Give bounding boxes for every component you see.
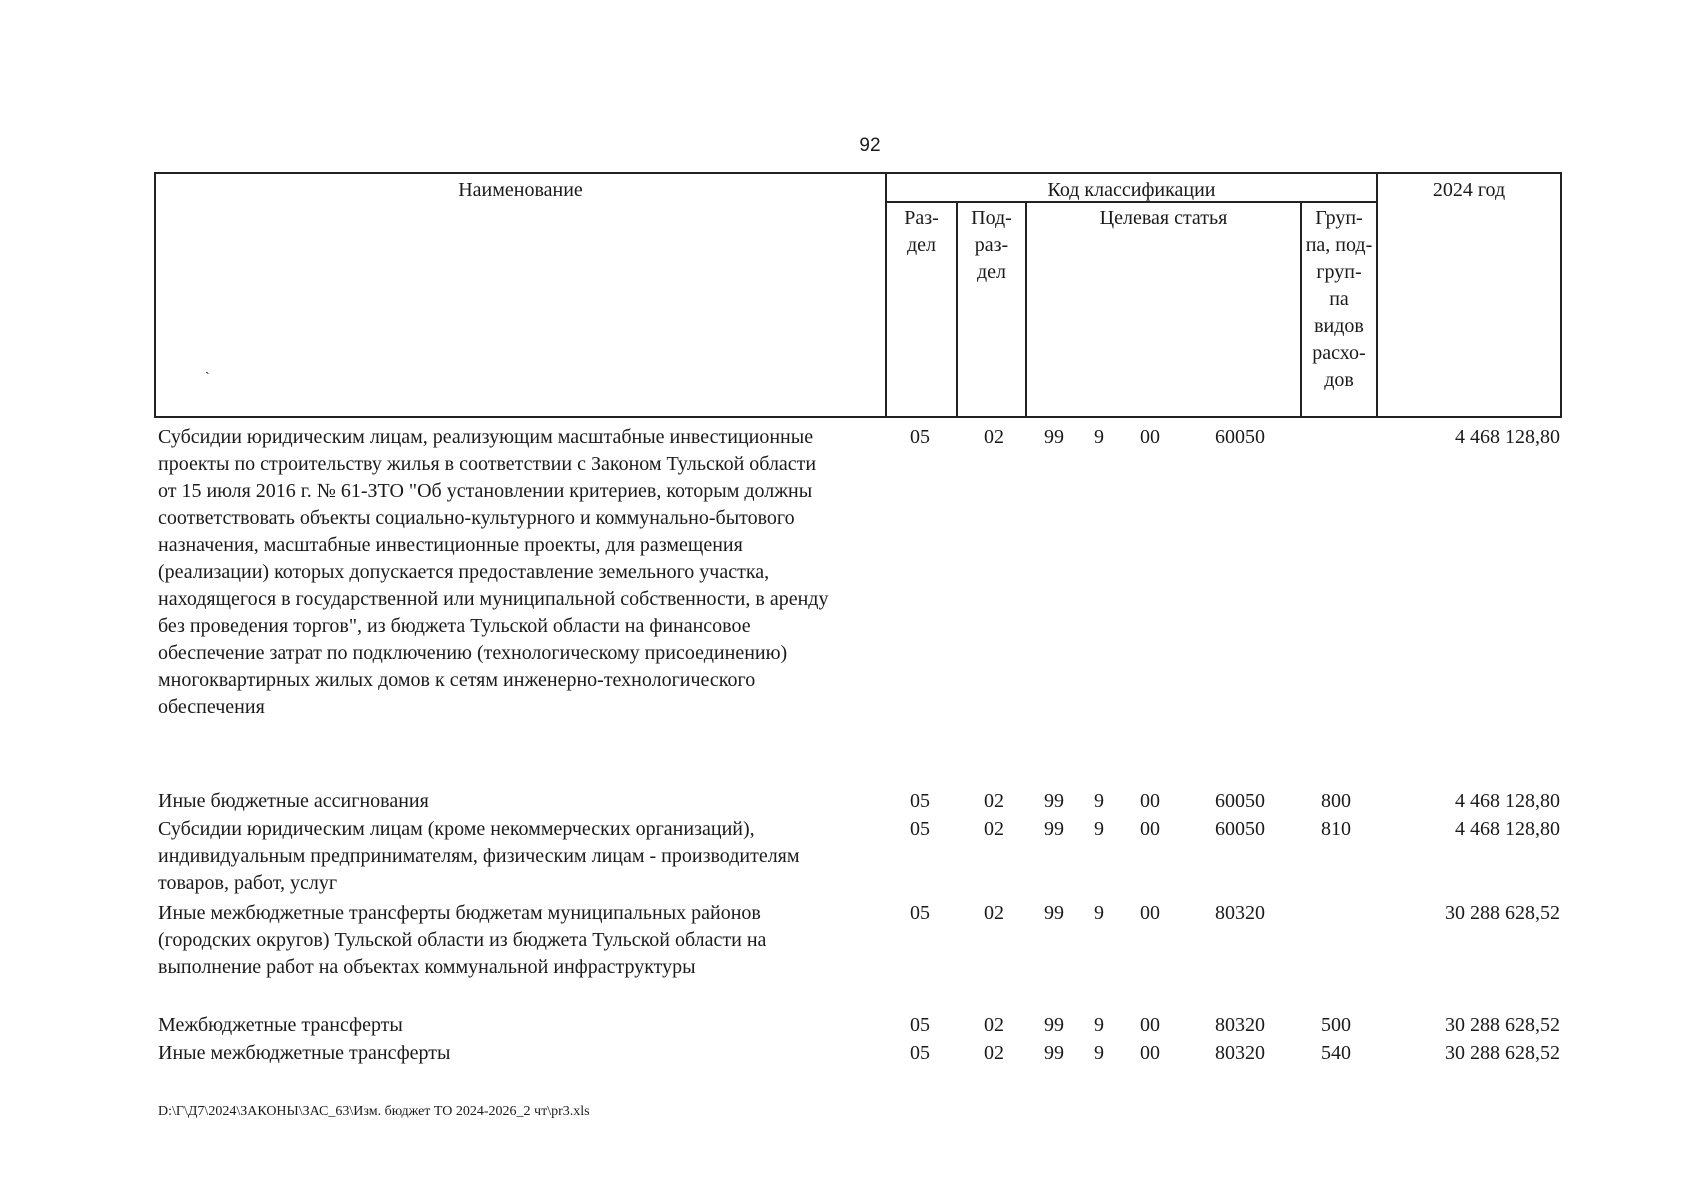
cell-group: 500 — [1321, 1014, 1351, 1036]
cell-target-program: 99 — [1044, 902, 1064, 924]
cell-group: 540 — [1321, 1042, 1351, 1064]
cell-podrazdel: 02 — [984, 426, 1004, 448]
cell-target-main: 00 — [1140, 426, 1160, 448]
cell-group: 810 — [1321, 818, 1351, 840]
cell-target-direction: 60050 — [1215, 426, 1265, 448]
cell-target-sub: 9 — [1094, 790, 1104, 812]
cell-target-sub: 9 — [1094, 1042, 1104, 1064]
page-number: 92 — [859, 135, 881, 156]
cell-target-program: 99 — [1044, 1014, 1064, 1036]
cell-podrazdel: 02 — [984, 902, 1004, 924]
cell-target-direction: 60050 — [1215, 818, 1265, 840]
cell-sum: 4 468 128,80 — [1455, 818, 1560, 840]
cell-target-main: 00 — [1140, 818, 1160, 840]
table-row-name: Межбюджетные трансферты — [158, 1014, 403, 1036]
cell-sum: 30 288 628,52 — [1445, 1042, 1560, 1064]
cell-target-sub: 9 — [1094, 818, 1104, 840]
cell-razdel: 05 — [910, 1014, 930, 1036]
cell-target-main: 00 — [1140, 790, 1160, 812]
cell-podrazdel: 02 — [984, 790, 1004, 812]
header-year: 2024 год — [1432, 179, 1506, 201]
cell-target-sub: 9 — [1094, 902, 1104, 924]
cell-group: 800 — [1321, 790, 1351, 812]
cell-target-direction: 80320 — [1215, 1042, 1265, 1064]
table-row-name: Субсидии юридическим лицам, реализующим масштабные инвестиционные проекты по строительству жилья в соответствии с Законом Тульской области от 15 июля 2016 г. № 61-ЗТО "Об установлении критериев, которым должны соответствовать объекты социально-культурного и коммунально-бытового назначения, масштабные инвестиционные проекты, для размещения (реализации) которых допускается предоставление земельного участка, находящегося в государственной или муниципальной собственности, в аренду без проведения торгов", из бюджета Тульской области на финансовое обеспечение затрат по подключению (технологическому присоединению) многоквартирных жилых домов к сетям инженерно-технологического обеспечения — [158, 426, 829, 718]
header-target: Целевая статья — [1099, 207, 1228, 229]
cell-podrazdel: 02 — [984, 818, 1004, 840]
scan-mark: ˏ — [205, 360, 210, 375]
cell-target-program: 99 — [1044, 818, 1064, 840]
header-code: Код классификации — [1047, 179, 1216, 201]
table-row-name: Иные межбюджетные трансферты бюджетам муниципальных районов (городских округов) Тульской области из бюджета Тульской области на выполнение работ на объектах коммунальной инфраструктуры — [158, 902, 767, 978]
cell-podrazdel: 02 — [984, 1014, 1004, 1036]
file-path-footer: D:\Г\Д7\2024\ЗАКОНЫ\ЗАС_63\Изм. бюджет ТО 2024-2026_2 чт\pr3.xls — [158, 1104, 590, 1119]
cell-sum: 30 288 628,52 — [1445, 902, 1560, 924]
cell-target-direction: 60050 — [1215, 790, 1265, 812]
cell-target-sub: 9 — [1094, 1014, 1104, 1036]
cell-razdel: 05 — [910, 426, 930, 448]
cell-sum: 30 288 628,52 — [1445, 1014, 1560, 1036]
table-row-name: Иные бюджетные ассигнования — [158, 790, 429, 812]
cell-target-program: 99 — [1044, 1042, 1064, 1064]
cell-target-main: 00 — [1140, 1042, 1160, 1064]
cell-sum: 4 468 128,80 — [1455, 790, 1560, 812]
cell-target-sub: 9 — [1094, 426, 1104, 448]
cell-razdel: 05 — [910, 902, 930, 924]
cell-target-program: 99 — [1044, 426, 1064, 448]
cell-target-main: 00 — [1140, 902, 1160, 924]
table-row-name: Субсидии юридическим лицам (кроме некоммерческих организаций), индивидуальным предпринимателям, физическим лицам - производителям товаров, работ, услуг — [158, 818, 800, 894]
cell-podrazdel: 02 — [984, 1042, 1004, 1064]
cell-target-main: 00 — [1140, 1014, 1160, 1036]
header-group: Груп- па, под- груп- па видов расхо- дов — [1305, 207, 1373, 391]
cell-target-direction: 80320 — [1215, 1014, 1265, 1036]
header-name: Наименование — [458, 179, 583, 201]
cell-sum: 4 468 128,80 — [1455, 426, 1560, 448]
cell-razdel: 05 — [910, 790, 930, 812]
table-row-name: Иные межбюджетные трансферты — [158, 1042, 451, 1064]
cell-razdel: 05 — [910, 1042, 930, 1064]
header-razdel: Раз- дел — [904, 207, 939, 256]
cell-razdel: 05 — [910, 818, 930, 840]
header-podrazdel: Под- раз- дел — [971, 207, 1012, 283]
cell-target-direction: 80320 — [1215, 902, 1265, 924]
header-divider — [1025, 201, 1027, 418]
header-divider — [1376, 172, 1378, 418]
cell-target-program: 99 — [1044, 790, 1064, 812]
